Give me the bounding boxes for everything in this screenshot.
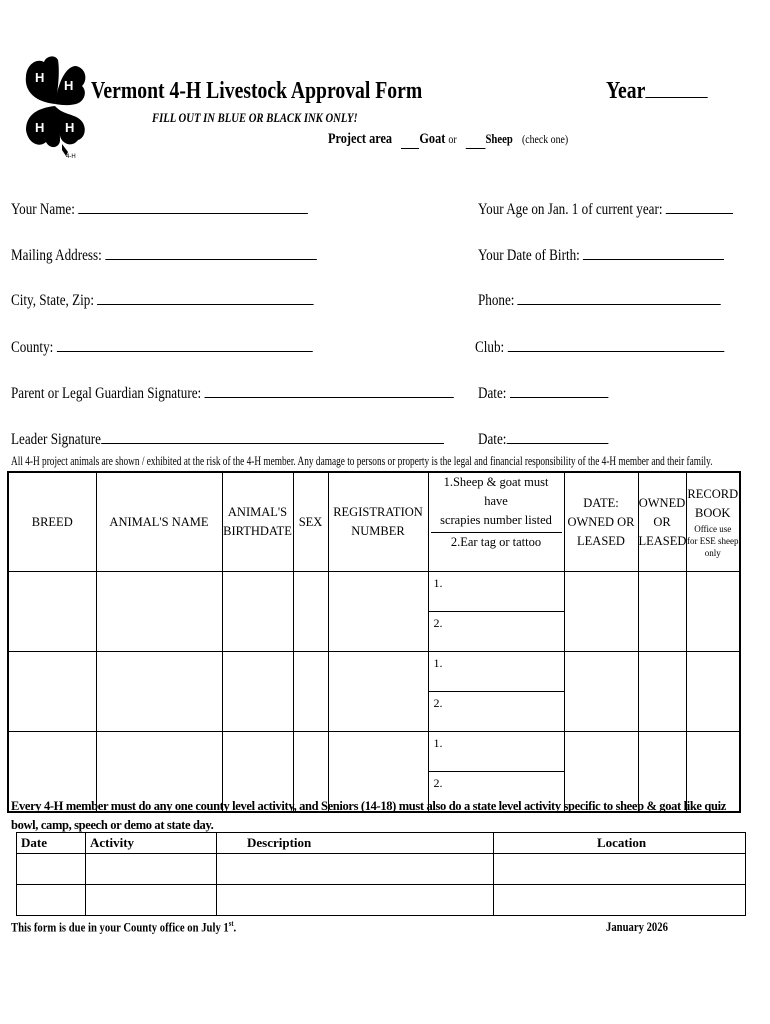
table-row (8, 652, 740, 692)
activity-requirement: Every 4-H member must do any one county level activity, and Seniors (14-18) must also do a state level activity specific to sheep & goat like quiz bowl, camp, speech or demo at state day. (11, 799, 726, 832)
date-owned-cell[interactable] (564, 652, 638, 732)
animal-table (7, 471, 741, 813)
owned-leased-cell[interactable] (638, 652, 686, 732)
project-area-label: Project area (328, 131, 393, 147)
svg-text:H: H (64, 78, 74, 93)
project-area (328, 131, 568, 149)
sex-cell[interactable] (293, 572, 328, 652)
svg-text:H: H (65, 120, 75, 135)
logo-text: 4-H (66, 154, 76, 160)
id-cell-2[interactable]: 2. (428, 772, 564, 812)
id-cell-2[interactable]: 2. (428, 612, 564, 652)
4h-clover-logo (22, 52, 88, 162)
county-field[interactable]: County: (11, 339, 312, 357)
date-owned-cell[interactable] (564, 572, 638, 652)
table-row (17, 854, 746, 885)
form-date: January 2026 (606, 919, 668, 934)
goat-label: Goat (419, 131, 446, 147)
disclaimer: All 4-H project animals are shown / exhibited at the risk of the 4-H member. Any damage to persons or property is the legal and financial responsibility of the 4-H member and their family. (11, 454, 713, 468)
due-notice: This form is due in your County office on July 1st. (11, 919, 237, 935)
sex-header: SEX (293, 472, 328, 572)
year-field[interactable] (606, 78, 708, 105)
breed-cell[interactable] (8, 572, 96, 652)
registration-cell[interactable] (328, 652, 428, 732)
leader-date-field[interactable]: Date: (478, 431, 608, 449)
or-label: or (448, 132, 457, 146)
activity-location-header: Location (494, 833, 746, 854)
sex-cell[interactable] (293, 652, 328, 732)
table-row (8, 572, 740, 612)
animal-name-cell[interactable] (96, 652, 222, 732)
sheep-checkbox-line[interactable] (466, 131, 486, 149)
table-row (8, 732, 740, 772)
age-field[interactable]: Your Age on Jan. 1 of current year: (478, 201, 733, 219)
birthdate-cell[interactable] (222, 572, 293, 652)
your-name-field[interactable]: Your Name: (11, 201, 308, 219)
record-book-header: RECORD BOOK Office use for ESE sheep only (686, 472, 740, 572)
form-title: Vermont 4-H Livestock Approval Form (91, 78, 423, 104)
id-cell-1[interactable]: 1. (428, 732, 564, 772)
animal-name-cell[interactable] (96, 572, 222, 652)
svg-text:H: H (35, 120, 45, 135)
id-cell-2[interactable]: 2. (428, 692, 564, 732)
breed-header: BREED (8, 472, 96, 572)
date-of-birth-field[interactable]: Your Date of Birth: (478, 247, 724, 265)
id-cell-1[interactable]: 1. (428, 652, 564, 692)
birthdate-cell[interactable] (222, 652, 293, 732)
activity-table (16, 832, 746, 916)
ink-notice: FILL OUT IN BLUE OR BLACK INK ONLY! (152, 110, 358, 125)
record-book-cell (686, 652, 740, 732)
birthdate-header: ANIMAL'S BIRTHDATE (222, 472, 293, 572)
owned-leased-cell[interactable] (638, 572, 686, 652)
activity-description-header: Description (217, 833, 494, 854)
leader-signature-field[interactable]: Leader Signature (11, 431, 444, 449)
mailing-address-field[interactable]: Mailing Address: (11, 247, 317, 265)
registration-header: REGISTRATION NUMBER (328, 472, 428, 572)
date-owned-header: DATE: OWNED OR LEASED (564, 472, 638, 572)
activity-date-header: Date (17, 833, 86, 854)
record-book-cell (686, 572, 740, 652)
activity-activity-header: Activity (86, 833, 217, 854)
breed-cell[interactable] (8, 652, 96, 732)
id-cell-1[interactable]: 1. (428, 572, 564, 612)
identification-header: 1.Sheep & goat must have scrapies number listed 2.Ear tag or tattoo (428, 472, 564, 572)
city-state-zip-field[interactable]: City, State, Zip: (11, 292, 314, 310)
svg-text:H: H (35, 70, 45, 85)
sheep-label: Sheep (485, 131, 513, 146)
year-label: Year (606, 78, 646, 104)
table-row (17, 885, 746, 916)
goat-checkbox-line[interactable] (401, 131, 419, 149)
check-one-label: (check one) (521, 132, 569, 146)
registration-cell[interactable] (328, 572, 428, 652)
animal-name-header: ANIMAL'S NAME (96, 472, 222, 572)
owned-leased-header: OWNED OR LEASED (638, 472, 686, 572)
club-field[interactable]: Club: (475, 339, 724, 357)
phone-field[interactable]: Phone: (478, 292, 721, 310)
parent-signature-field[interactable]: Parent or Legal Guardian Signature: (11, 385, 454, 403)
parent-date-field[interactable]: Date: (478, 385, 608, 403)
